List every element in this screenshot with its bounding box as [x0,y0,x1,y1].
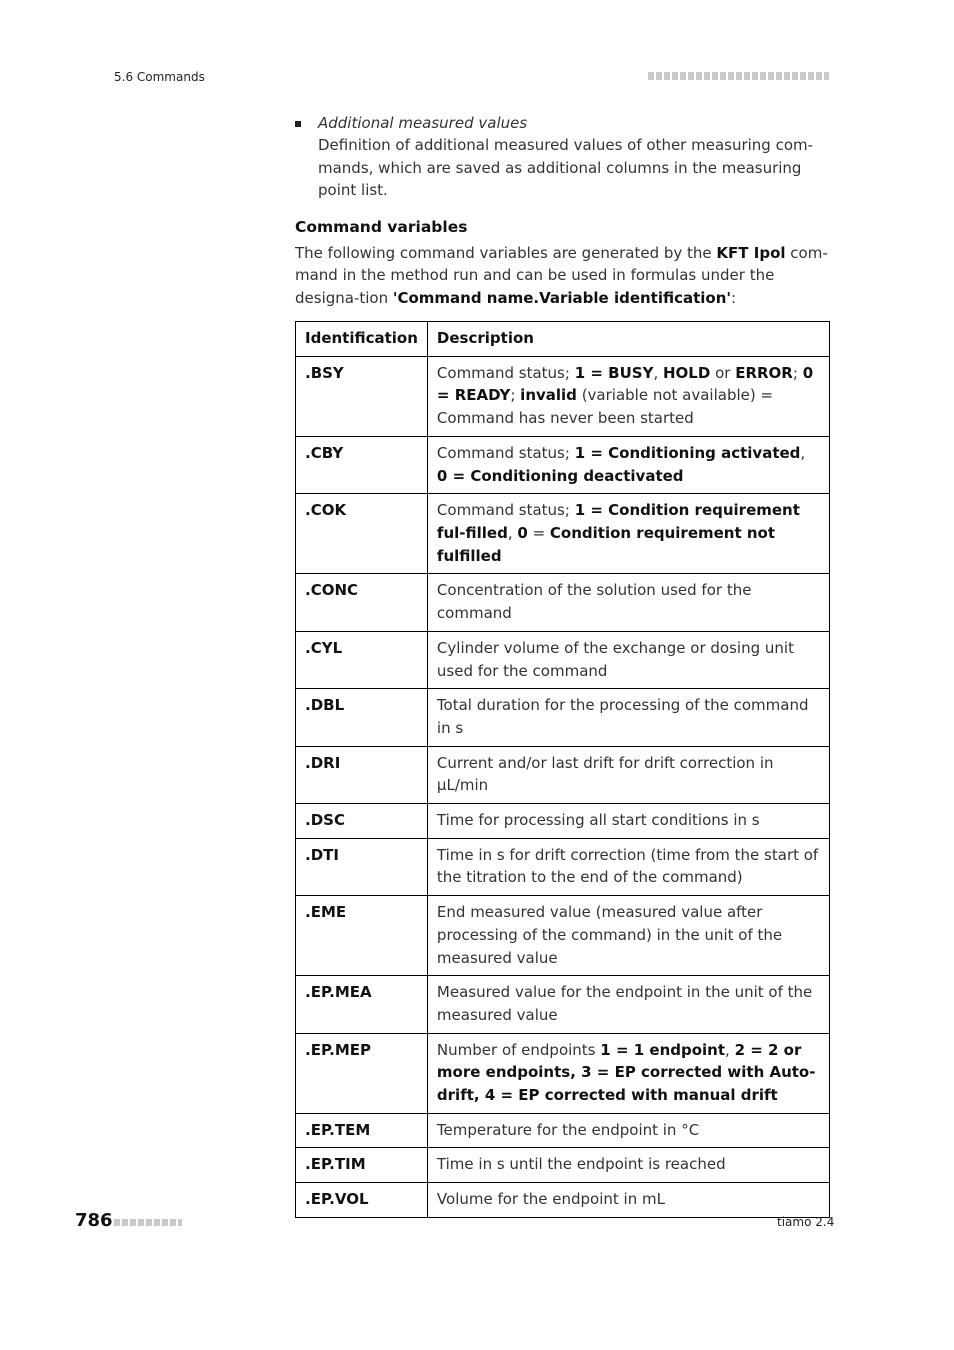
bullet-square-icon [295,121,301,127]
footer-decoration [114,1219,182,1226]
variables-table [295,321,830,1218]
text-run: Command status; [436,363,575,382]
bold-text: 0 = READY [436,363,814,405]
text-run: Time for processing all start conditions in s [436,811,760,830]
bold-text: 1 = BUSY [574,363,654,382]
text-run: (variable not available) = Command has never been started [436,386,774,428]
text-run: ; [792,363,803,382]
variable-description [427,574,829,631]
bold-text: 0 [517,524,528,542]
variable-description [427,804,829,839]
column-header-identification: Identification [296,322,428,357]
variable-identification: .CBY [296,436,428,493]
page-content [295,112,830,1218]
text-run: Concentration of the solution used for the command [436,581,752,623]
variable-identification: .DRI [296,746,428,803]
variable-description [427,436,829,493]
variable-identification: .EP.MEP [296,1033,428,1113]
column-header-description: Description [427,322,829,357]
variable-identification: .BSY [296,356,428,436]
text-run: com-mand in the method run and can be used in formulas under the designa-tion [295,244,828,307]
text-run: Time in s until the endpoint is reached [436,1155,726,1174]
bold-text: ERROR [735,363,793,382]
table-row [296,689,830,746]
variable-description [427,896,829,976]
variable-description [427,1148,829,1183]
table-row [296,1148,830,1183]
bold-text: 1 = Condition requirement ful-filled [436,501,800,542]
bold-text: HOLD [662,363,711,382]
running-header-section: 5.6 Commands [114,70,205,84]
text-run: or [710,363,736,382]
bold-text: invalid [520,386,577,405]
text-run: Temperature for the endpoint in °C [436,1120,700,1139]
table-row [296,746,830,803]
footer-product: tiamo 2.4 [777,1215,835,1229]
section-heading: Command variables [295,218,468,237]
text-run: Command status; [436,443,575,462]
header-decoration [648,72,829,80]
text-run: The following command variables are generated by the [295,244,717,263]
bullet-title: Additional measured values [318,114,528,132]
bold-text: 1 = Conditioning activated [574,443,801,462]
text-run: Time in s for drift correction (time from the start of the titration to the end of the command) [436,845,819,887]
table-row [296,804,830,839]
table-row [296,1113,830,1148]
text-run: Total duration for the processing of the command in s [436,696,809,737]
table-row [296,574,830,631]
table-row [296,631,830,688]
variable-description [427,356,829,436]
table-row [296,436,830,493]
text-run: Volume for the endpoint in mL [436,1190,665,1209]
variable-description [427,494,829,574]
variable-identification: .DBL [296,689,428,746]
text-run: , [725,1040,735,1059]
text-run: , [507,524,518,542]
variable-identification: .DTI [296,838,428,895]
bold-text: 1 = 1 endpoint [600,1040,726,1059]
text-run: End measured value (measured value after processing of the command) in the unit of the measured value [436,903,783,967]
bullet-item [295,112,830,201]
variable-description [427,838,829,895]
table-row [296,896,830,976]
variable-description [427,1033,829,1113]
table-row [296,1033,830,1113]
table-header-row [296,322,830,357]
text-run: Command status; [436,501,575,520]
variable-description [427,746,829,803]
text-run: , [653,363,663,382]
text-run: = [527,524,550,542]
variable-identification: .CYL [296,631,428,688]
bold-text: 2 = 2 or more endpoints, 3 = EP corrected with Auto-drift, 4 = EP corrected with manual drift [436,1040,816,1105]
variable-identification: .COK [296,494,428,574]
text-run: Number of endpoints [436,1040,601,1059]
variable-identification: .CONC [296,574,428,631]
intro-paragraph [295,242,830,309]
text-run: , [800,443,806,462]
bold-text: 0 = Conditioning deactivated [436,466,684,485]
variable-description [427,1113,829,1148]
text-run: Measured value for the endpoint in the unit of the measured value [436,983,813,1024]
variable-identification: .DSC [296,804,428,839]
variable-identification: .EME [296,896,428,976]
text-run: : [731,288,737,307]
variable-identification: .EP.TEM [296,1113,428,1148]
table-row [296,356,830,436]
bold-text: Condition requirement not fulfilled [436,524,776,565]
bold-text: KFT Ipol [716,244,786,263]
variable-description [427,1183,829,1218]
variable-description [427,689,829,746]
variable-identification: .EP.VOL [296,1183,428,1218]
bullet-text: Definition of additional measured values of other measuring com-mands, which are saved as additional columns in the measuring point list. [318,136,814,199]
page-number: 786 [75,1210,113,1231]
table-row [296,1183,830,1218]
variable-description [427,631,829,688]
bold-text: 'Command name.Variable identification' [392,288,732,307]
text-run: Current and/or last drift for drift correction in µL/min [436,753,774,795]
variable-identification: .EP.MEA [296,976,428,1033]
text-run: Cylinder volume of the exchange or dosing unit used for the command [436,638,794,680]
variable-identification: .EP.TIM [296,1148,428,1183]
variable-description [427,976,829,1033]
text-run: ; [510,386,521,405]
table-row [296,838,830,895]
table-row [296,494,830,574]
table-row [296,976,830,1033]
